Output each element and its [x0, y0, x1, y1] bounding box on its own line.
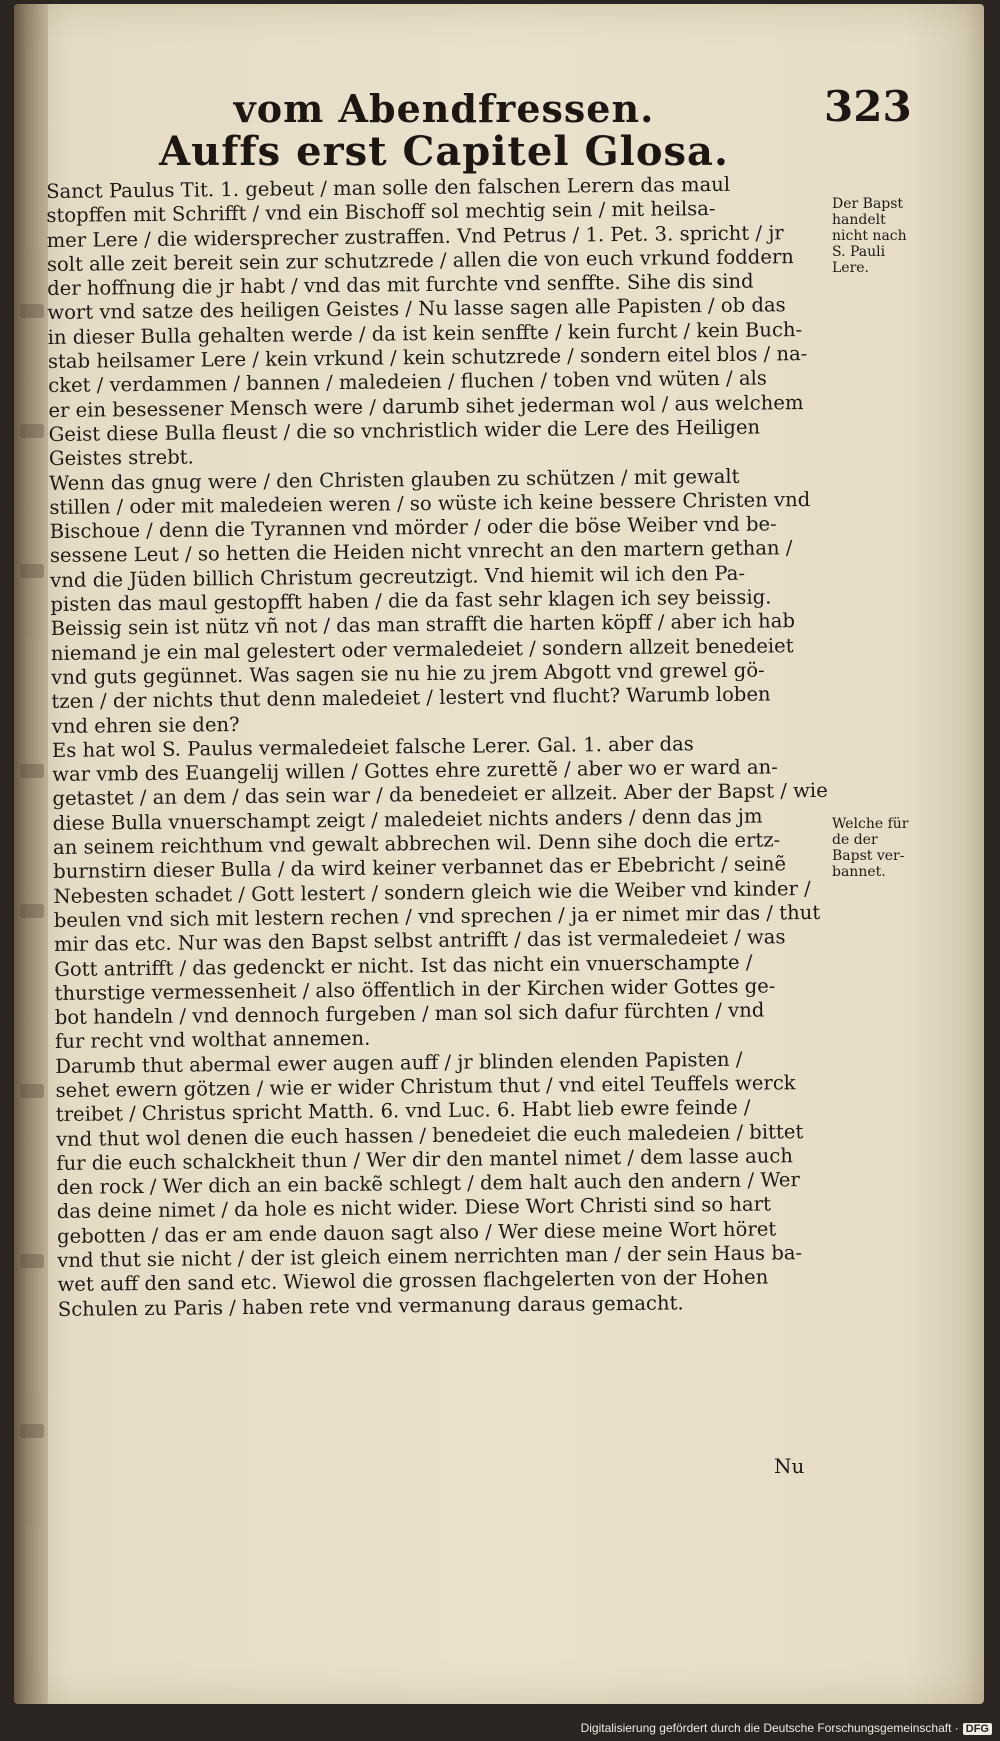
text-line: vnd thut sie nicht / der ist gleich einem nerrichten man / der sein Haus ba- — [57, 1241, 803, 1273]
bleed-mark — [20, 1254, 44, 1268]
text-line: Es hat wol S. Paulus vermaledeiet falsche Lerer. Gal. 1. aber das — [51, 732, 694, 762]
text-line: sehet ewern götzen / wie er wider Christum thut / vnd eitel Teuffels werck — [55, 1071, 796, 1102]
chapter-title: Auffs erst Capitel Glosa. — [159, 128, 729, 175]
bleed-mark — [20, 1084, 44, 1098]
text-line: vnd guts gegünnet. Was sagen sie nu hie zu jrem Abgott vnd grewel gö- — [51, 658, 765, 689]
text-line: burnstirn dieser Bulla / da wird keiner verbannet das er Ebebricht / seinẽ — [53, 852, 787, 884]
text-line: Nebesten schadet / Gott lestert / sondern gleich wie die Weiber vnd kinder / — [53, 876, 811, 908]
body-text — [46, 172, 840, 1322]
text-line: das deine nimet / da hole es nicht wider. Diese Wort Christi sind so hart — [56, 1192, 772, 1224]
text-line: getastet / an dem / das sein war / da benedeiet er allzeit. Aber der Bapst / wie — [52, 779, 828, 811]
text-line: an seinem reichthum vnd gewalt abbrechen wil. Denn sihe doch die ertz- — [52, 828, 781, 859]
text-line: Geist diese Bulla fleust / die so vnchristlich wider die Lere des Heiligen — [48, 415, 761, 446]
text-line: treibet / Christus spricht Matth. 6. vnd Luc. 6. Habt lieb ewre feinde / — [55, 1095, 751, 1127]
dfg-logo-icon: DFG — [963, 1723, 992, 1735]
margin-note-line: bannet. — [832, 864, 886, 880]
text-line: fur die euch schalckheit thun / Wer dir den mantel nimet / dem lasse auch — [56, 1144, 794, 1175]
margin-note-line: de der — [832, 832, 878, 848]
text-line: Schulen zu Paris / haben rete vnd vermanung daraus gemacht. — [57, 1291, 684, 1321]
book-page — [14, 4, 984, 1704]
text-line: Beissig sein ist nütz vñ not / das man strafft die harten köpff / aber ich hab — [50, 609, 796, 641]
text-line: niemand je ein mal gelestert oder vermaledeiet / sondern allzeit benedeiet — [50, 633, 794, 665]
text-line: wort vnd satze des heiligen Geistes / Nu lasse sagen alle Papisten / ob das — [47, 293, 786, 325]
margin-note-line: S. Pauli — [832, 244, 886, 260]
margin-note-line: Der Bapst — [832, 196, 904, 212]
text-line: in dieser Bulla gehalten werde / da ist kein senffte / kein furcht / kein Buch- — [47, 317, 803, 349]
text-line: Geistes strebt. — [48, 445, 194, 471]
text-line: solt alle zeit bereit sein zur schutzrede / allen die von euch vrkund foddern — [46, 245, 794, 276]
text-line: mer Lere / die widersprecher zustraffen. Vnd Petrus / 1. Pet. 3. spricht / jr — [46, 220, 784, 252]
text-line: Darumb thut abermal ewer augen auff / jr blinden elenden Papisten / — [55, 1047, 743, 1078]
text-line: Bischoue / denn die Tyrannen vnd mörder / oder die böse Weiber vnd be- — [49, 512, 777, 544]
text-line: tzen / der nichts thut denn maledeiet / lestert vnd flucht? Warumb loben — [51, 682, 771, 714]
running-head: vom Abendfressen. — [233, 86, 655, 131]
text-line: stillen / oder mit maledeien weren / so wüste ich keine bessere Christen vnd — [49, 487, 811, 519]
margin-note-line: Welche für — [832, 816, 909, 832]
bleed-mark — [20, 304, 44, 318]
text-line: den rock / Wer dich an ein backẽ schlegt / dem halt auch den andern / Wer — [56, 1168, 800, 1200]
text-line: thurstige vermessenheit / also öffentlich in der Kirchen wider Gottes ge- — [54, 974, 776, 1005]
text-line: beulen vnd sich mit lestern rechen / vnd sprechen / ja er nimet mir das / thut — [53, 900, 821, 932]
text-line: gebotten / das er am ende dauon sagt also / Wer diese meine Wort höret — [56, 1217, 777, 1248]
text-line: Gott antrifft / das gedenckt er nicht. Ist das nicht ein vnuerschampte / — [54, 950, 753, 981]
text-line: mir das etc. Nur was den Bapst selbst antrifft / das ist vermaledeiet / was — [53, 925, 786, 957]
margin-note-line: nicht nach — [832, 228, 907, 244]
text-line: pisten das maul gestopfft haben / die da fast sehr klagen ich sey beissig. — [50, 585, 772, 617]
bleed-mark — [20, 764, 44, 778]
text-line: vnd die Jüden billich Christum gecreutzigt. Vnd hiemit wil ich den Pa- — [50, 561, 746, 592]
text-line: bot handeln / vnd dennoch furgeben / man sol sich dafur fürchten / vnd — [54, 998, 765, 1030]
margin-note-bapst-handelt — [832, 196, 907, 276]
page-number: 323 — [824, 82, 912, 131]
text-line: stopffen mit Schrifft / vnd ein Bischoff sol mechtig sein / mit heilsa- — [46, 197, 716, 228]
digitization-credit — [581, 1721, 992, 1735]
text-line: war vmb des Euangelij willen / Gottes ehre zurettẽ / aber wo er ward an- — [52, 755, 778, 787]
text-line: cket / verdammen / bannen / maledeien / fluchen / toben vnd wüten / als — [48, 366, 768, 398]
text-line: vnd ehren sie den? — [51, 712, 240, 738]
text-line: wet auff den sand etc. Wiewol die grossen flachgelerten von der Hohen — [57, 1265, 769, 1297]
margin-note-line: Bapst ver- — [832, 848, 905, 864]
credit-text: Digitalisierung gefördert durch die Deutsche Forschungsgemeinschaft · — [580, 1721, 959, 1735]
text-line: der hoffnung die jr habt / vnd das mit furchte vnd senfftе. Sihe dis sind — [47, 269, 754, 301]
margin-note-verbannet — [832, 816, 909, 880]
text-line: vnd thut wol denen die euch hassen / benedeiet die euch maledeien / bittet — [55, 1119, 804, 1151]
bleed-mark — [20, 564, 44, 578]
text-line: fur recht vnd wolthat annemen. — [54, 1027, 371, 1054]
margin-note-line: Lere. — [832, 260, 870, 276]
catchword: Nu — [774, 1454, 805, 1478]
page-gutter — [14, 4, 48, 1704]
bleed-mark — [20, 424, 44, 438]
bleed-mark — [20, 904, 44, 918]
margin-note-line: handelt — [832, 212, 886, 228]
text-line: Sanct Paulus Tit. 1. gebeut / man solle den falschen Lerern das maul — [46, 172, 731, 203]
text-line: sessene Leut / so hetten die Heiden nicht vnrecht an den martern gethan / — [49, 536, 793, 568]
text-line: stab heilsamer Lere / kein vrkund / kein schutzrede / sondern eitel blos / na- — [47, 342, 808, 374]
bleed-mark — [20, 1424, 44, 1438]
text-line: diese Bulla vnuerschampt zeigt / maledeiet nichts anders / denn das jm — [52, 804, 763, 835]
text-line: er ein besessener Mensch were / darumb sihet jederman wol / aus welchem — [48, 390, 804, 422]
text-line: Wenn das gnug were / den Christen glauben zu schützen / mit gewalt — [49, 464, 740, 495]
